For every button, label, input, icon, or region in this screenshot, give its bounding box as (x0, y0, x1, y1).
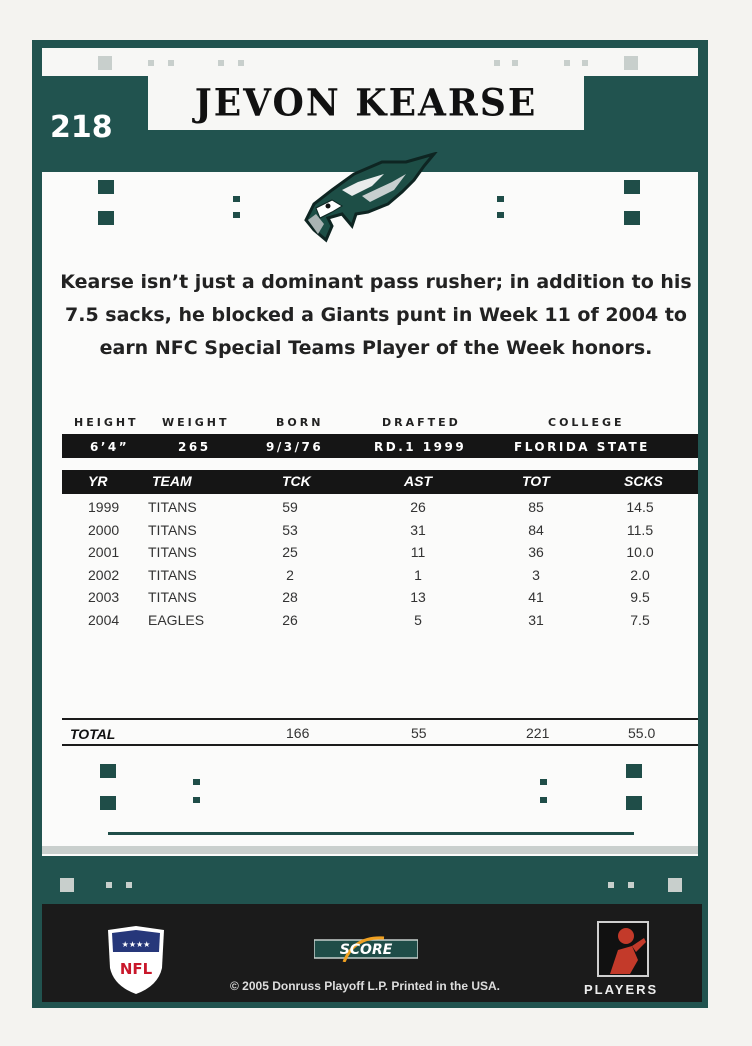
deco-square (624, 211, 640, 225)
deco-dot (564, 60, 570, 66)
deco-dot (233, 196, 240, 202)
stat-cell: 85 (528, 499, 544, 515)
total-ast: 55 (411, 725, 427, 741)
deco-dot (582, 60, 588, 66)
deco-dot (540, 797, 547, 803)
stat-cell: 2 (286, 566, 294, 583)
stat-cell: 59 (282, 499, 298, 515)
deco-dot (126, 882, 132, 888)
stat-cell: 2004 (88, 611, 120, 628)
bio-header-weight: WEIGHT (162, 416, 230, 429)
deco-dot (497, 196, 504, 202)
total-tck: 166 (286, 725, 310, 741)
deco-square (626, 764, 642, 778)
deco-dot (540, 779, 547, 785)
bio-value-born: 9/3/76 (266, 440, 324, 454)
deco-dot (512, 60, 518, 66)
stat-cell: 25 (282, 544, 298, 560)
blurb-line: earn NFC Special Teams Player of the Week honors. (99, 337, 653, 359)
deco-dot (497, 212, 504, 218)
total-rule-top (62, 718, 698, 720)
divider (108, 832, 634, 835)
stat-cell: 84 (528, 521, 544, 538)
deco-dot (168, 60, 174, 66)
stat-cell: 36 (528, 544, 544, 560)
stat-cell: 31 (528, 611, 544, 628)
stats-header-ast: AST (404, 473, 432, 489)
stat-cell: 10.0 (626, 544, 654, 560)
stats-header-tot: TOT (522, 473, 550, 489)
bio-value-weight: 265 (178, 440, 211, 454)
stat-cell: 28 (282, 589, 298, 605)
deco-dot (494, 60, 500, 66)
content-panel (42, 172, 698, 752)
deco-dot (233, 212, 240, 218)
stats-header-yr: YR (88, 473, 108, 489)
deco-square (98, 180, 114, 194)
stat-cell: 2002 (88, 566, 120, 583)
bio-header-drafted: DRAFTED (382, 416, 461, 429)
nfl-shield-icon (106, 924, 166, 996)
deco-square (98, 211, 114, 225)
stat-cell: 1 (414, 566, 422, 583)
players-inc-icon (596, 920, 650, 978)
stat-cell: 13 (410, 589, 426, 605)
bio-header-college: COLLEGE (548, 416, 625, 429)
bio-value-college: FLORIDA STATE (514, 440, 650, 454)
stat-cell: 2001 (88, 544, 120, 560)
stat-cell: 2.0 (630, 566, 650, 583)
stat-cell: 53 (282, 521, 298, 538)
players-inc-text: PLAYERS (584, 982, 659, 997)
stat-cell: 26 (410, 499, 426, 515)
card-number: 218 (50, 110, 113, 145)
lower-panel (42, 752, 698, 856)
score-text: SCORE (339, 942, 393, 958)
total-label: TOTAL (70, 726, 116, 742)
deco-square (668, 878, 682, 892)
stat-cell: TITANS (148, 566, 197, 583)
svg-text:★★★★: ★★★★ (121, 940, 151, 949)
deco-dot (148, 60, 154, 66)
stat-cell: TITANS (148, 544, 197, 560)
deco-square (626, 796, 642, 810)
stats-header-team: TEAM (152, 473, 192, 489)
stat-cell: 3 (532, 566, 540, 583)
bio-value-drafted: RD.1 1999 (374, 440, 467, 454)
score-logo-icon (314, 936, 418, 962)
top-strip (42, 48, 698, 76)
blurb-line: 7.5 sacks, he blocked a Giants punt in Week 11 of 2004 to (65, 304, 687, 326)
stat-cell: 11 (410, 544, 426, 560)
deco-dot (193, 779, 200, 785)
stat-cell: 41 (528, 589, 544, 605)
deco-dot (218, 60, 224, 66)
stat-cell: 14.5 (626, 499, 654, 515)
stats-header-tck: TCK (282, 473, 311, 489)
copyright-text: © 2005 Donruss Playoff L.P. Printed in the USA. (230, 979, 501, 993)
bio-value-height: 6’4” (90, 440, 130, 454)
deco-dot (608, 882, 614, 888)
stat-cell: TITANS (148, 499, 197, 515)
eagle-logo-icon (302, 152, 438, 246)
nfl-text: NFL (119, 960, 153, 978)
stat-cell: 1999 (88, 499, 120, 515)
stat-cell: EAGLES (148, 611, 205, 628)
deco-dot (238, 60, 244, 66)
total-scks: 55.0 (628, 725, 656, 741)
stat-cell: 26 (282, 611, 298, 628)
deco-square (624, 56, 638, 70)
stat-cell: 2000 (88, 521, 120, 538)
stat-cell: TITANS (148, 521, 197, 538)
blurb-line: Kearse isn’t just a dominant pass rusher; in addition to his (60, 271, 692, 293)
total-rule-bottom (62, 744, 698, 746)
deco-square (100, 796, 116, 810)
stat-cell: 2003 (88, 589, 120, 605)
stat-cell: 7.5 (630, 611, 650, 628)
total-tot: 221 (526, 725, 550, 741)
stat-cell: TITANS (148, 589, 197, 605)
player-blurb (60, 266, 692, 365)
deco-dot (193, 797, 200, 803)
stat-cell: 9.5 (630, 589, 650, 605)
deco-dot (628, 882, 634, 888)
stat-cell: 11.5 (626, 521, 654, 538)
deco-dot (106, 882, 112, 888)
stats-header-scks: SCKS (624, 473, 663, 489)
deco-square (624, 180, 640, 194)
bio-header-born: BORN (276, 416, 324, 429)
player-name: JEVON KEARSE (194, 80, 538, 126)
deco-square (60, 878, 74, 892)
deco-square (98, 56, 112, 70)
bio-header-height: HEIGHT (74, 416, 139, 429)
deco-square (100, 764, 116, 778)
divider-strip (42, 846, 698, 854)
stat-cell: 5 (414, 611, 422, 628)
stat-cell: 31 (410, 521, 426, 538)
